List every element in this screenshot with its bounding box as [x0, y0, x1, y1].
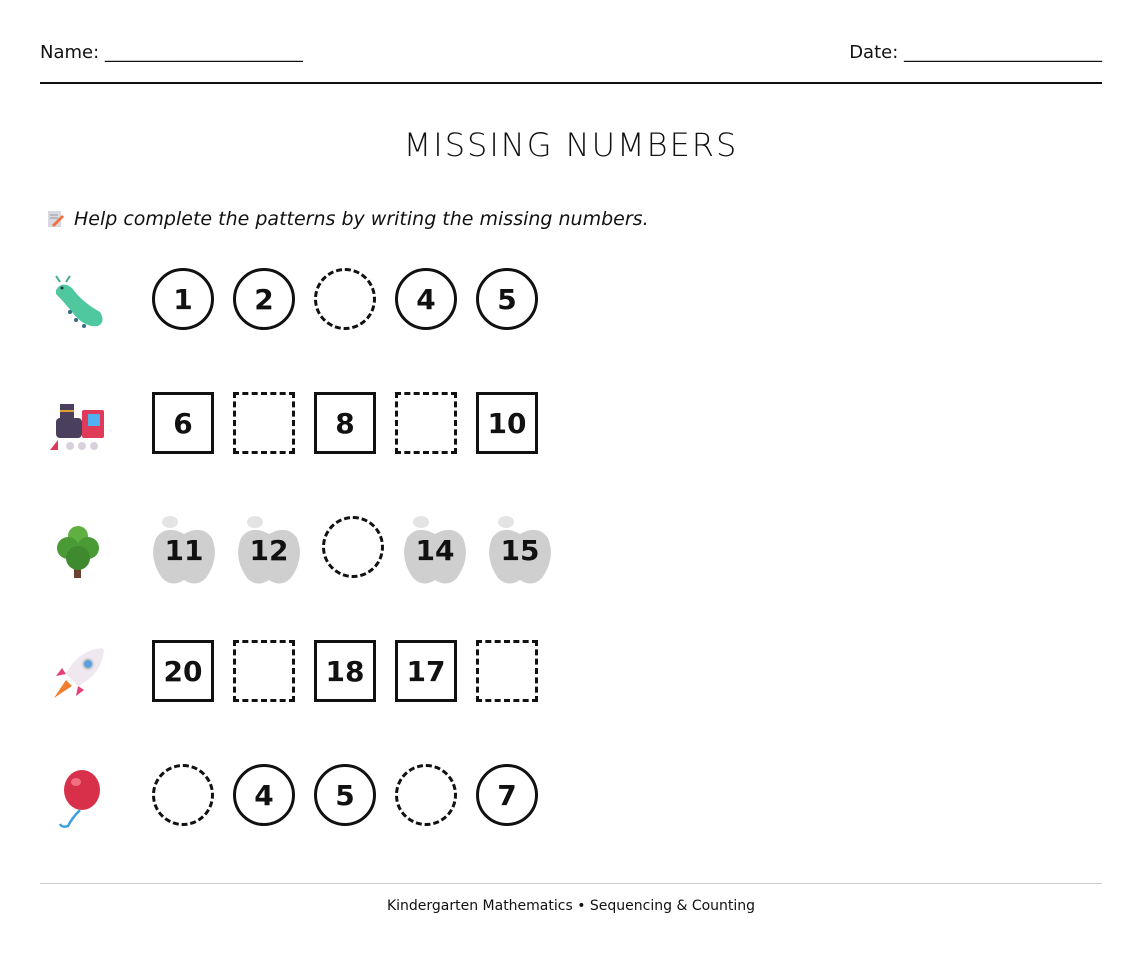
blank-answer-cell[interactable]: [395, 392, 457, 454]
blank-answer-cell[interactable]: [314, 268, 376, 330]
number-cell: 5: [476, 268, 538, 330]
blank-answer-cell[interactable]: [322, 516, 384, 578]
tree-icon: [48, 522, 108, 582]
number-cell: 6: [152, 392, 214, 454]
name-field[interactable]: Name: ______________________: [40, 42, 303, 63]
blank-answer-cell[interactable]: [476, 640, 538, 702]
instructions: [46, 208, 649, 230]
number-cell: 20: [152, 640, 214, 702]
date-field[interactable]: Date: ______________________: [849, 42, 1102, 63]
apple-number-cell: 12: [233, 514, 305, 586]
apple-number-cell: 15: [484, 514, 556, 586]
page-title: MISSING NUMBERS: [403, 126, 739, 164]
instructions-text: Help complete the patterns by writing the missing numbers.: [74, 208, 649, 230]
number-cell: 8: [314, 392, 376, 454]
blank-answer-cell[interactable]: [395, 764, 457, 826]
rocket-icon: [48, 644, 108, 704]
blank-answer-cell[interactable]: [233, 392, 295, 454]
blank-answer-cell[interactable]: [233, 640, 295, 702]
number-cell: 10: [476, 392, 538, 454]
memo-pencil-icon: [46, 209, 66, 229]
number-cell: 17: [395, 640, 457, 702]
footer: Kindergarten Mathematics • Sequencing & Counting: [40, 883, 1102, 914]
balloon-icon: [48, 768, 108, 828]
caterpillar-icon: [48, 272, 108, 332]
apple-number-cell: 11: [148, 514, 220, 586]
blank-answer-cell[interactable]: [152, 764, 214, 826]
number-cell: 1: [152, 268, 214, 330]
number-cell: 4: [233, 764, 295, 826]
apple-number-cell: 14: [399, 514, 471, 586]
worksheet-header: [40, 42, 1102, 84]
number-cell: 7: [476, 764, 538, 826]
train-icon: [48, 396, 108, 456]
number-cell: 18: [314, 640, 376, 702]
number-cell: 4: [395, 268, 457, 330]
number-cell: 2: [233, 268, 295, 330]
number-cell: 5: [314, 764, 376, 826]
